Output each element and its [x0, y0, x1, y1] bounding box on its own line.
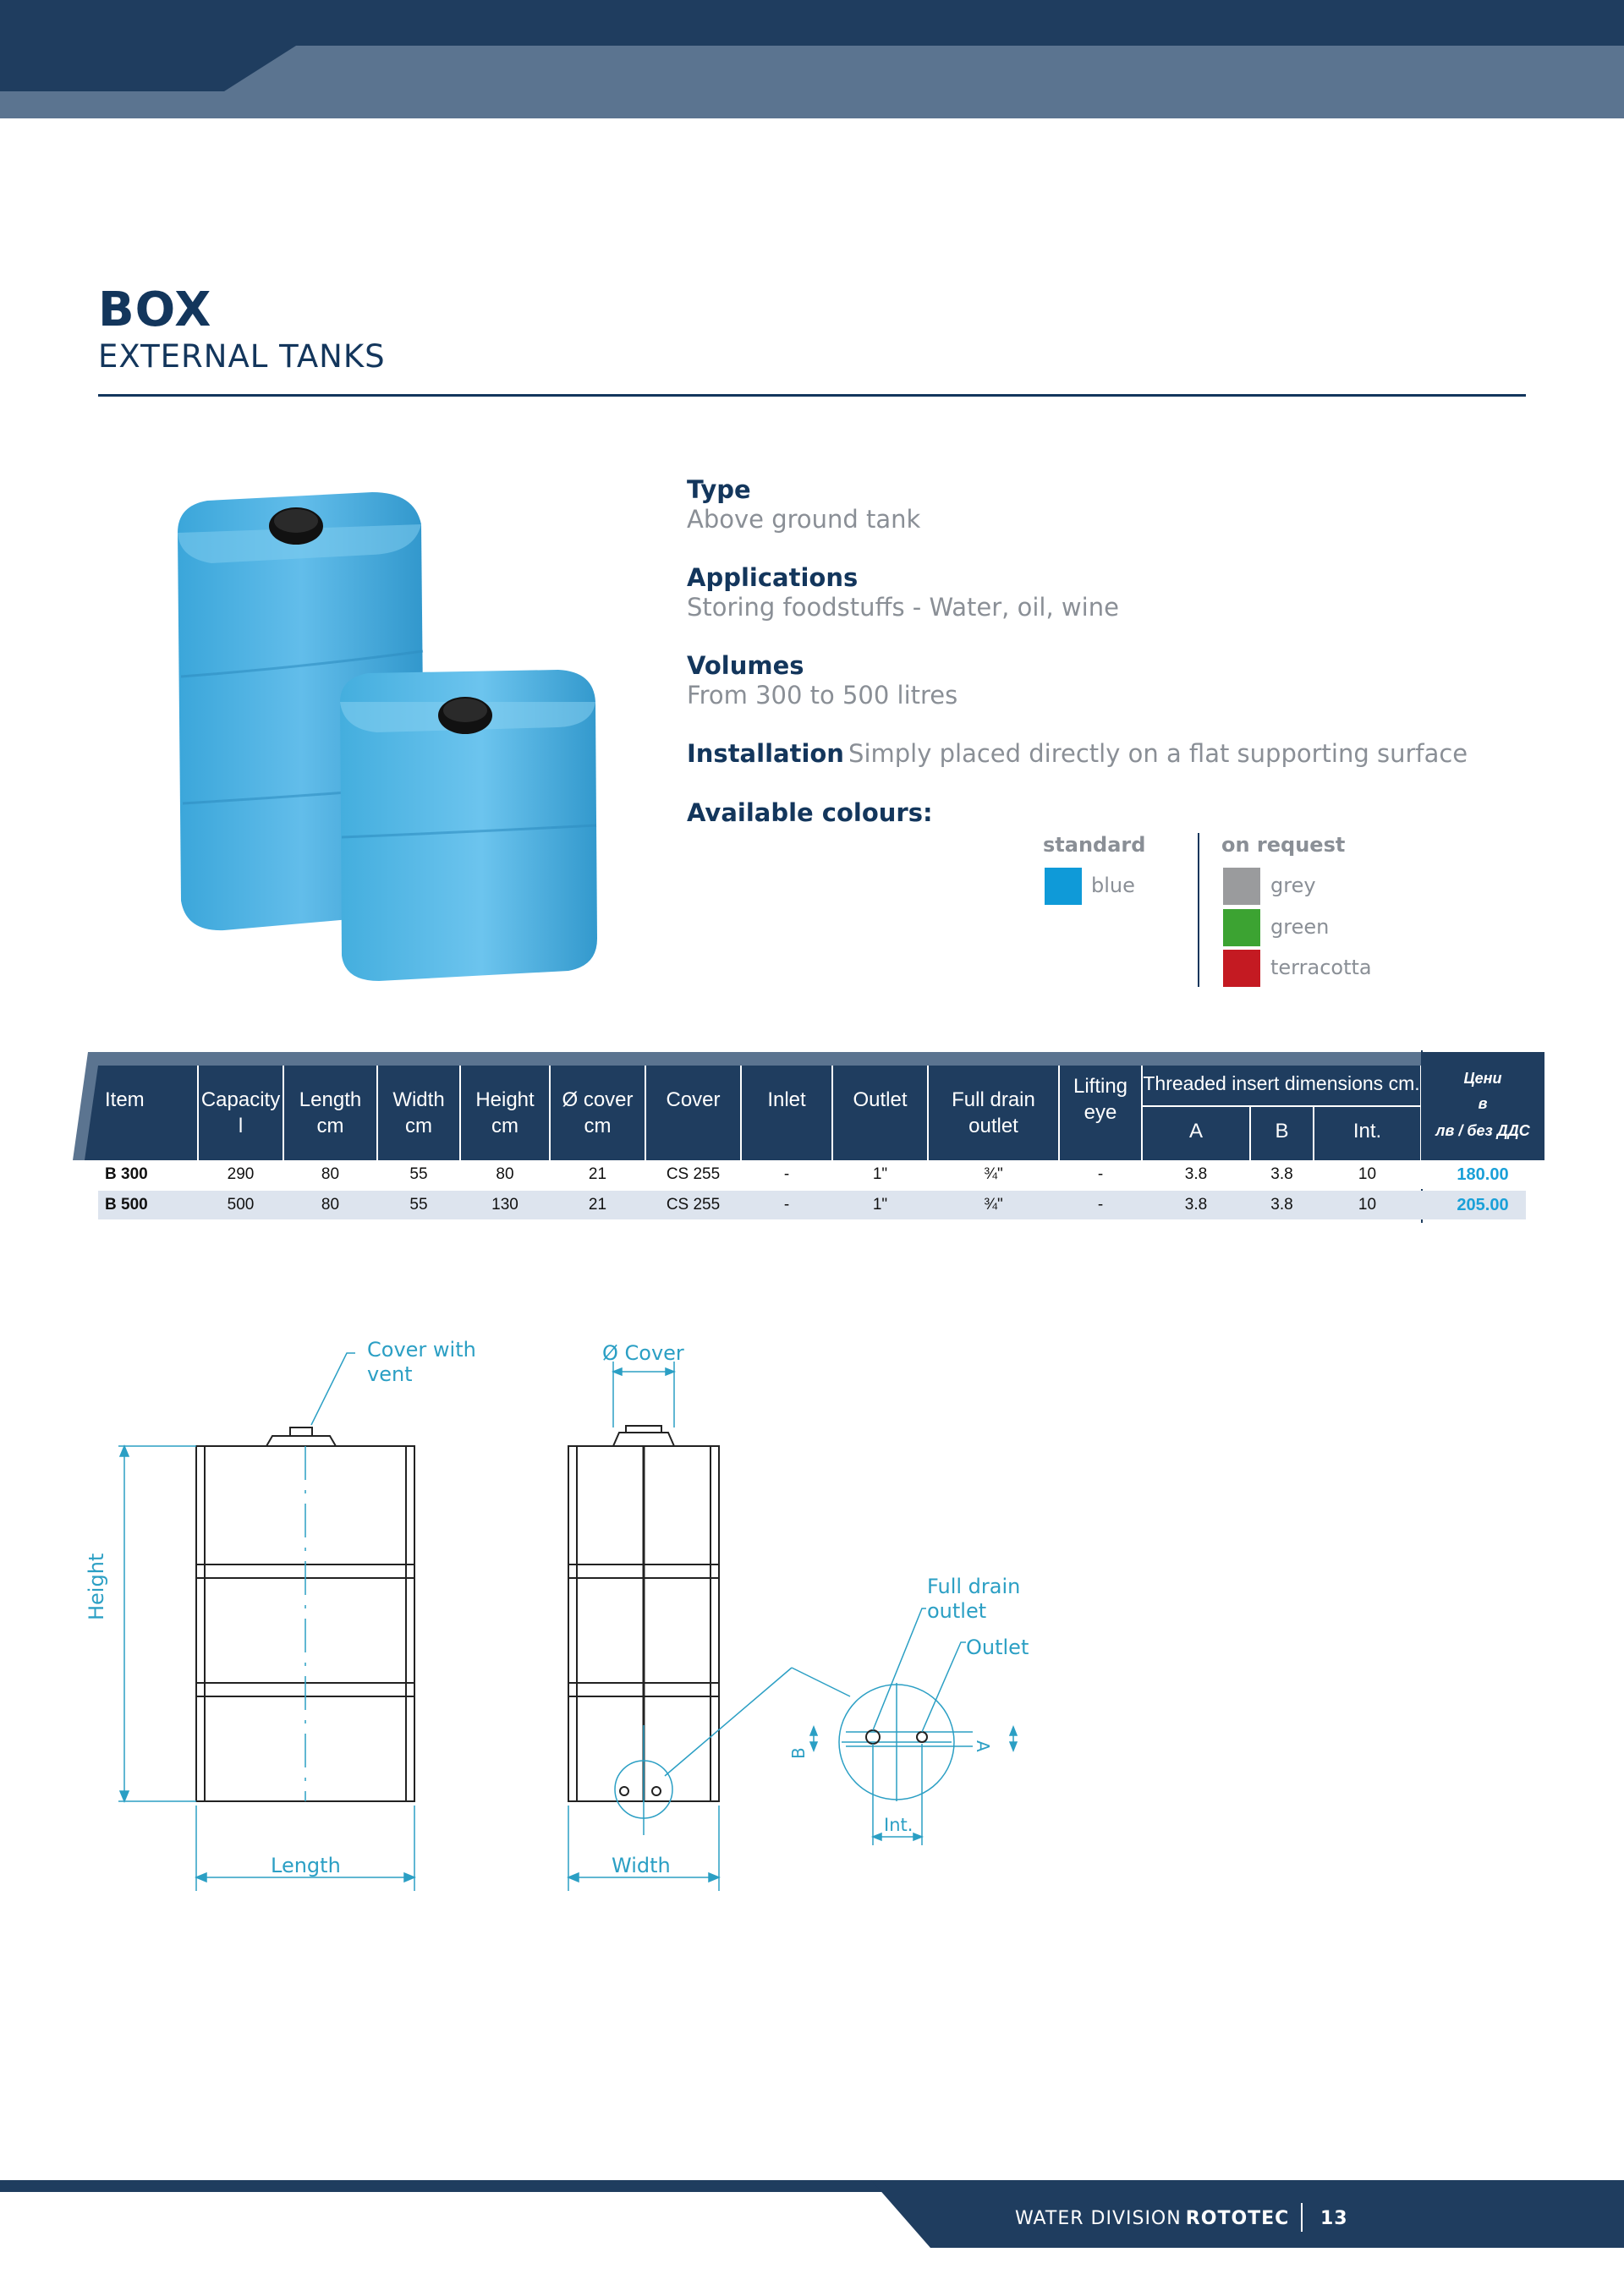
th-capacity: Capacity	[200, 1088, 281, 1111]
swatch-grey	[1223, 868, 1260, 905]
cell-capacity: 500	[227, 1196, 255, 1214]
installation-line	[687, 739, 1468, 768]
cell-a: 3.8	[1184, 1196, 1208, 1214]
swatch-terracotta	[1223, 950, 1260, 987]
cell-inlet: -	[783, 1165, 790, 1183]
th-full-drain-2: outlet	[968, 1115, 1018, 1137]
swatch-label-green: green	[1270, 915, 1330, 939]
label-b: B	[788, 1747, 809, 1759]
label-cover-vent-2: vent	[367, 1362, 413, 1386]
cell-cover: CS 255	[666, 1165, 721, 1183]
label-cover-vent: Cover with	[367, 1338, 476, 1362]
label-int: Int.	[884, 1815, 914, 1835]
th-b: B	[1275, 1120, 1289, 1143]
th-outlet: Outlet	[853, 1088, 908, 1111]
label-outlet: Outlet	[966, 1636, 1029, 1659]
cell-int: 10	[1358, 1196, 1377, 1214]
type-value: Above ground tank	[687, 505, 921, 534]
swatch-green	[1223, 909, 1260, 946]
th-inlet: Inlet	[767, 1088, 806, 1111]
th-capacity-unit: l	[238, 1115, 244, 1137]
applications-value: Storing foodstuffs - Water, oil, wine	[687, 593, 1119, 622]
label-width: Width	[612, 1854, 671, 1877]
th-height-unit: cm	[491, 1115, 518, 1137]
th-cover: Cover	[666, 1088, 721, 1111]
page-title: BOX	[98, 282, 212, 337]
th-full-drain: Full drain	[952, 1088, 1035, 1111]
page-subtitle: EXTERNAL TANKS	[98, 338, 386, 375]
th-length-unit: cm	[316, 1115, 344, 1137]
th-cover-diameter-unit: cm	[584, 1115, 612, 1137]
cell-cover: CS 255	[666, 1196, 721, 1214]
header-band	[0, 0, 1624, 118]
th-item: Item	[105, 1088, 145, 1111]
swatch-blue	[1045, 868, 1082, 905]
cell-b: 3.8	[1270, 1165, 1293, 1183]
cell-height: 80	[496, 1165, 514, 1183]
cell-price: 205.00	[1457, 1196, 1509, 1214]
label-full-drain-2: outlet	[927, 1599, 987, 1623]
swatch-label-grey: grey	[1270, 874, 1316, 897]
cell-length: 80	[321, 1196, 340, 1214]
label-full-drain: Full drain	[927, 1575, 1021, 1598]
th-price-3: лв / без ДДС	[1435, 1122, 1530, 1139]
th-height: Height	[475, 1088, 535, 1111]
cell-width: 55	[409, 1196, 428, 1214]
title-divider	[98, 394, 1526, 397]
page-number: 13	[1320, 2208, 1348, 2229]
cell-price: 180.00	[1457, 1165, 1509, 1184]
cell-length: 80	[321, 1165, 340, 1183]
label-cover-diameter: Ø Cover	[602, 1341, 684, 1365]
cell-a: 3.8	[1184, 1165, 1208, 1183]
installation-label: Installation	[687, 739, 844, 768]
on-request-label: on request	[1221, 833, 1346, 857]
applications-label: Applications	[687, 563, 859, 592]
swatch-label-terracotta: terracotta	[1270, 956, 1372, 979]
cell-height: 130	[491, 1196, 518, 1214]
colour-divider	[1198, 833, 1199, 987]
cell-int: 10	[1358, 1165, 1377, 1183]
cell-width: 55	[409, 1165, 428, 1183]
label-length: Length	[271, 1854, 341, 1877]
cell-cover-diameter: 21	[588, 1196, 607, 1214]
footer-separator	[1301, 2203, 1303, 2232]
cell-capacity: 290	[227, 1165, 255, 1183]
standard-label: standard	[1043, 833, 1146, 857]
cell-item: B 500	[105, 1196, 148, 1214]
th-length: Length	[299, 1088, 362, 1111]
cell-item: B 300	[105, 1165, 148, 1183]
th-width-unit: cm	[405, 1115, 432, 1137]
th-price-2: в	[1478, 1095, 1488, 1112]
cell-outlet: 1"	[872, 1165, 888, 1183]
product-image	[161, 482, 617, 989]
th-threaded: Threaded insert dimensions cm.	[1143, 1072, 1420, 1094]
volumes-value: From 300 to 500 litres	[687, 681, 958, 710]
swatch-label-blue: blue	[1091, 874, 1135, 897]
th-a: A	[1188, 1120, 1203, 1143]
type-label: Type	[687, 475, 751, 504]
cell-drain: ¾"	[984, 1165, 1003, 1183]
cell-lifting: -	[1097, 1196, 1104, 1214]
th-price: Цени	[1463, 1070, 1502, 1087]
th-lifting: Lifting	[1073, 1075, 1128, 1098]
cell-drain: ¾"	[984, 1196, 1003, 1214]
footer-division: WATER DIVISION	[1015, 2208, 1182, 2229]
volumes-label: Volumes	[687, 651, 804, 680]
installation-value: Simply placed directly on a flat supporting surface	[848, 739, 1468, 768]
footer-brand: ROTOTEC	[1185, 2208, 1290, 2229]
cell-lifting: -	[1097, 1165, 1104, 1183]
cell-inlet: -	[783, 1196, 790, 1214]
cell-cover-diameter: 21	[588, 1165, 607, 1183]
th-int: Int.	[1352, 1120, 1382, 1143]
label-height: Height	[85, 1553, 108, 1620]
colours-label: Available colours:	[687, 798, 933, 827]
label-a: A	[973, 1740, 993, 1752]
cell-b: 3.8	[1270, 1196, 1293, 1214]
footer-band	[0, 2180, 1624, 2248]
th-width: Width	[392, 1088, 445, 1111]
cell-outlet: 1"	[872, 1196, 888, 1214]
footer-branding	[1015, 2208, 1289, 2229]
th-lifting-2: eye	[1084, 1101, 1117, 1124]
th-cover-diameter: Ø cover	[562, 1088, 634, 1111]
